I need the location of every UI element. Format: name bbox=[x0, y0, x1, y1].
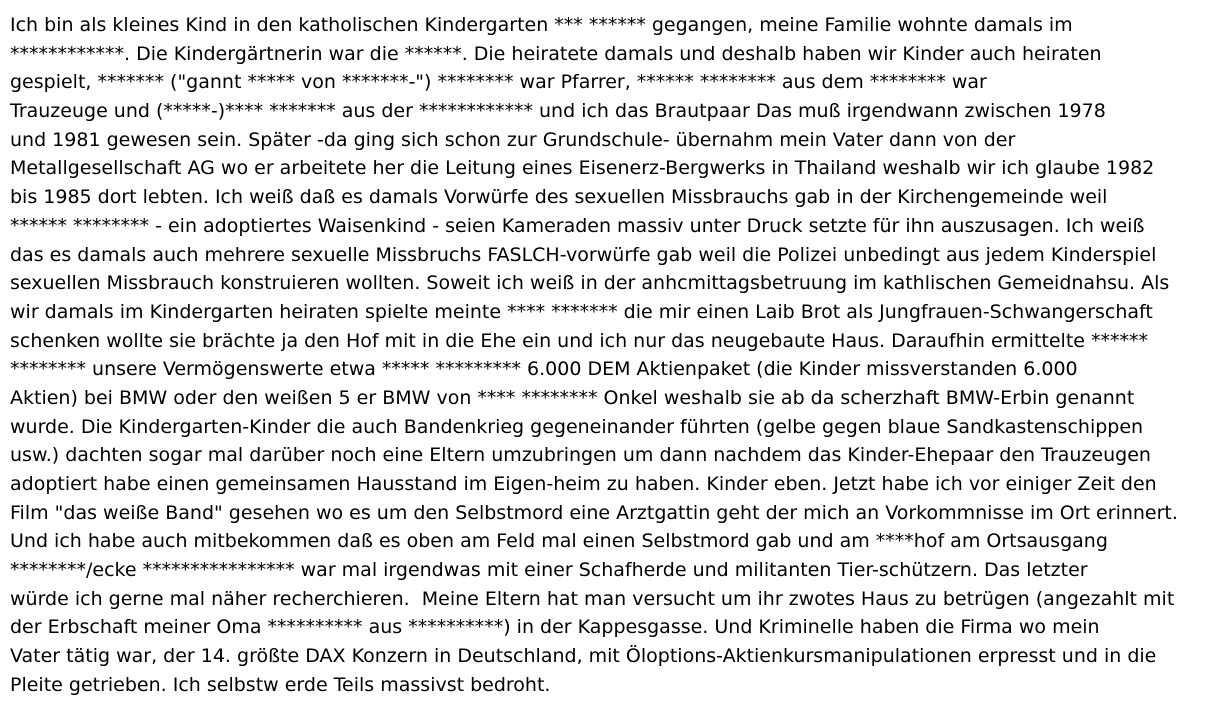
text-line: Film "das weiße Band" gesehen wo es um den Selbstmord eine Arztgattin geht der mich an Vorkommnisse im Ort erinnert. bbox=[10, 501, 1178, 524]
text-line: sexuellen Missbrauch konstruieren wollten. Soweit ich weiß in der anhcmittagsbetruung im kathlischen Gemeidnahsu. Als bbox=[10, 272, 1170, 295]
text-line: gespielt, ******* ("gannt ***** von *******-") ******** war Pfarrer, ****** ******** aus dem ******** war bbox=[10, 71, 987, 94]
text-line: das es damals auch mehrere sexuelle Missbruchs FASLCH-vorwürfe gab weil die Polizei unbedingt aus jedem Kinderspiel bbox=[10, 243, 1157, 266]
text-line: Und ich habe auch mitbekommen daß es oben am Feld mal einen Selbstmord gab und am ****hof am Ortsausgang bbox=[10, 530, 1108, 553]
text-line: wir damals im Kindergarten heiraten spielte meinte **** ******* die mir einen Laib Brot als Jungfrauen-Schwangerschaft bbox=[10, 300, 1153, 323]
text-line: ****** ******** - ein adoptiertes Waisenkind - seien Kameraden massiv unter Druck setzte für ihn auszusagen. Ich weiß bbox=[10, 214, 1145, 237]
text-line: Ich bin als kleines Kind in den katholischen Kindergarten *** ****** gegangen, meine Familie wohnte damals im bbox=[10, 14, 1073, 36]
text-line: Vater tätig war, der 14. größte DAX Konzern in Deutschland, mit Öloptions-Aktienkursmanipulationen erpresst und in die bbox=[10, 645, 1157, 668]
text-line: schenken wollte sie brächte ja den Hof mit in die Ehe ein und ich nur das neugebaute Haus. Daraufhin ermittelte ****** bbox=[10, 329, 1148, 352]
document-body bbox=[10, 11, 1210, 700]
text-line: ************. Die Kindergärtnerin war die ******. Die heiratete damals und deshalb haben wir Kinder auch heiraten bbox=[10, 42, 1102, 65]
text-line: ********/ecke **************** war mal irgendwas mit einer Schafherde und militanten Tier-schützern. Das letzter bbox=[10, 559, 1088, 582]
text-line: Pleite getrieben. Ich selbstw erde Teils massivst bedroht. bbox=[10, 673, 551, 696]
text-line: ******** unsere Vermögenswerte etwa ***** ********* 6.000 DEM Aktienpaket (die Kinder missverstanden 6.000 bbox=[10, 358, 1078, 381]
text-line: Aktien) bei BMW oder den weißen 5 er BMW von **** ******** Onkel weshalb sie ab da scherzhaft BMW-Erbin genannt bbox=[10, 386, 1135, 409]
text-line: Trauzeuge und (*****-)**** ******* aus der ************ und ich das Brautpaar Das muß irgendwann zwischen 1978 bbox=[10, 100, 1106, 123]
text-line: wurde. Die Kindergarten-Kinder die auch Bandenkrieg gegeneinander führten (gelbe gegen blaue Sandkastenschippen bbox=[10, 415, 1144, 438]
text-line: würde ich gerne mal näher recherchieren. Meine Eltern hat man versucht um ihr zwotes Haus zu betrügen (angezahlt mit bbox=[10, 587, 1175, 610]
text-line: der Erbschaft meiner Oma ********** aus **********) in der Kappesgasse. Und Kriminelle haben die Firma wo mein bbox=[10, 616, 1100, 639]
text-line: usw.) dachten sogar mal darüber noch eine Eltern umzubringen um dann nachdem das Kinder-Ehepaar den Trauzeugen bbox=[10, 444, 1151, 467]
text-line: adoptiert habe einen gemeinsamen Hausstand im Eigen-heim zu haben. Kinder eben. Jetzt habe ich vor einiger Zeit den bbox=[10, 473, 1157, 495]
text-line: Metallgesellschaft AG wo er arbeitete her die Leitung eines Eisenerz-Bergwerks in Thailand weshalb wir ich glaube 1982 bbox=[10, 157, 1155, 180]
text-line: bis 1985 dort lebten. Ich weiß daß es damals Vorwürfe des sexuellen Missbrauchs gab in der Kirchengemeinde weil bbox=[10, 186, 1108, 209]
text-line: und 1981 gewesen sein. Später -da ging sich schon zur Grundschule- übernahm mein Vater dann von der bbox=[10, 128, 1016, 151]
